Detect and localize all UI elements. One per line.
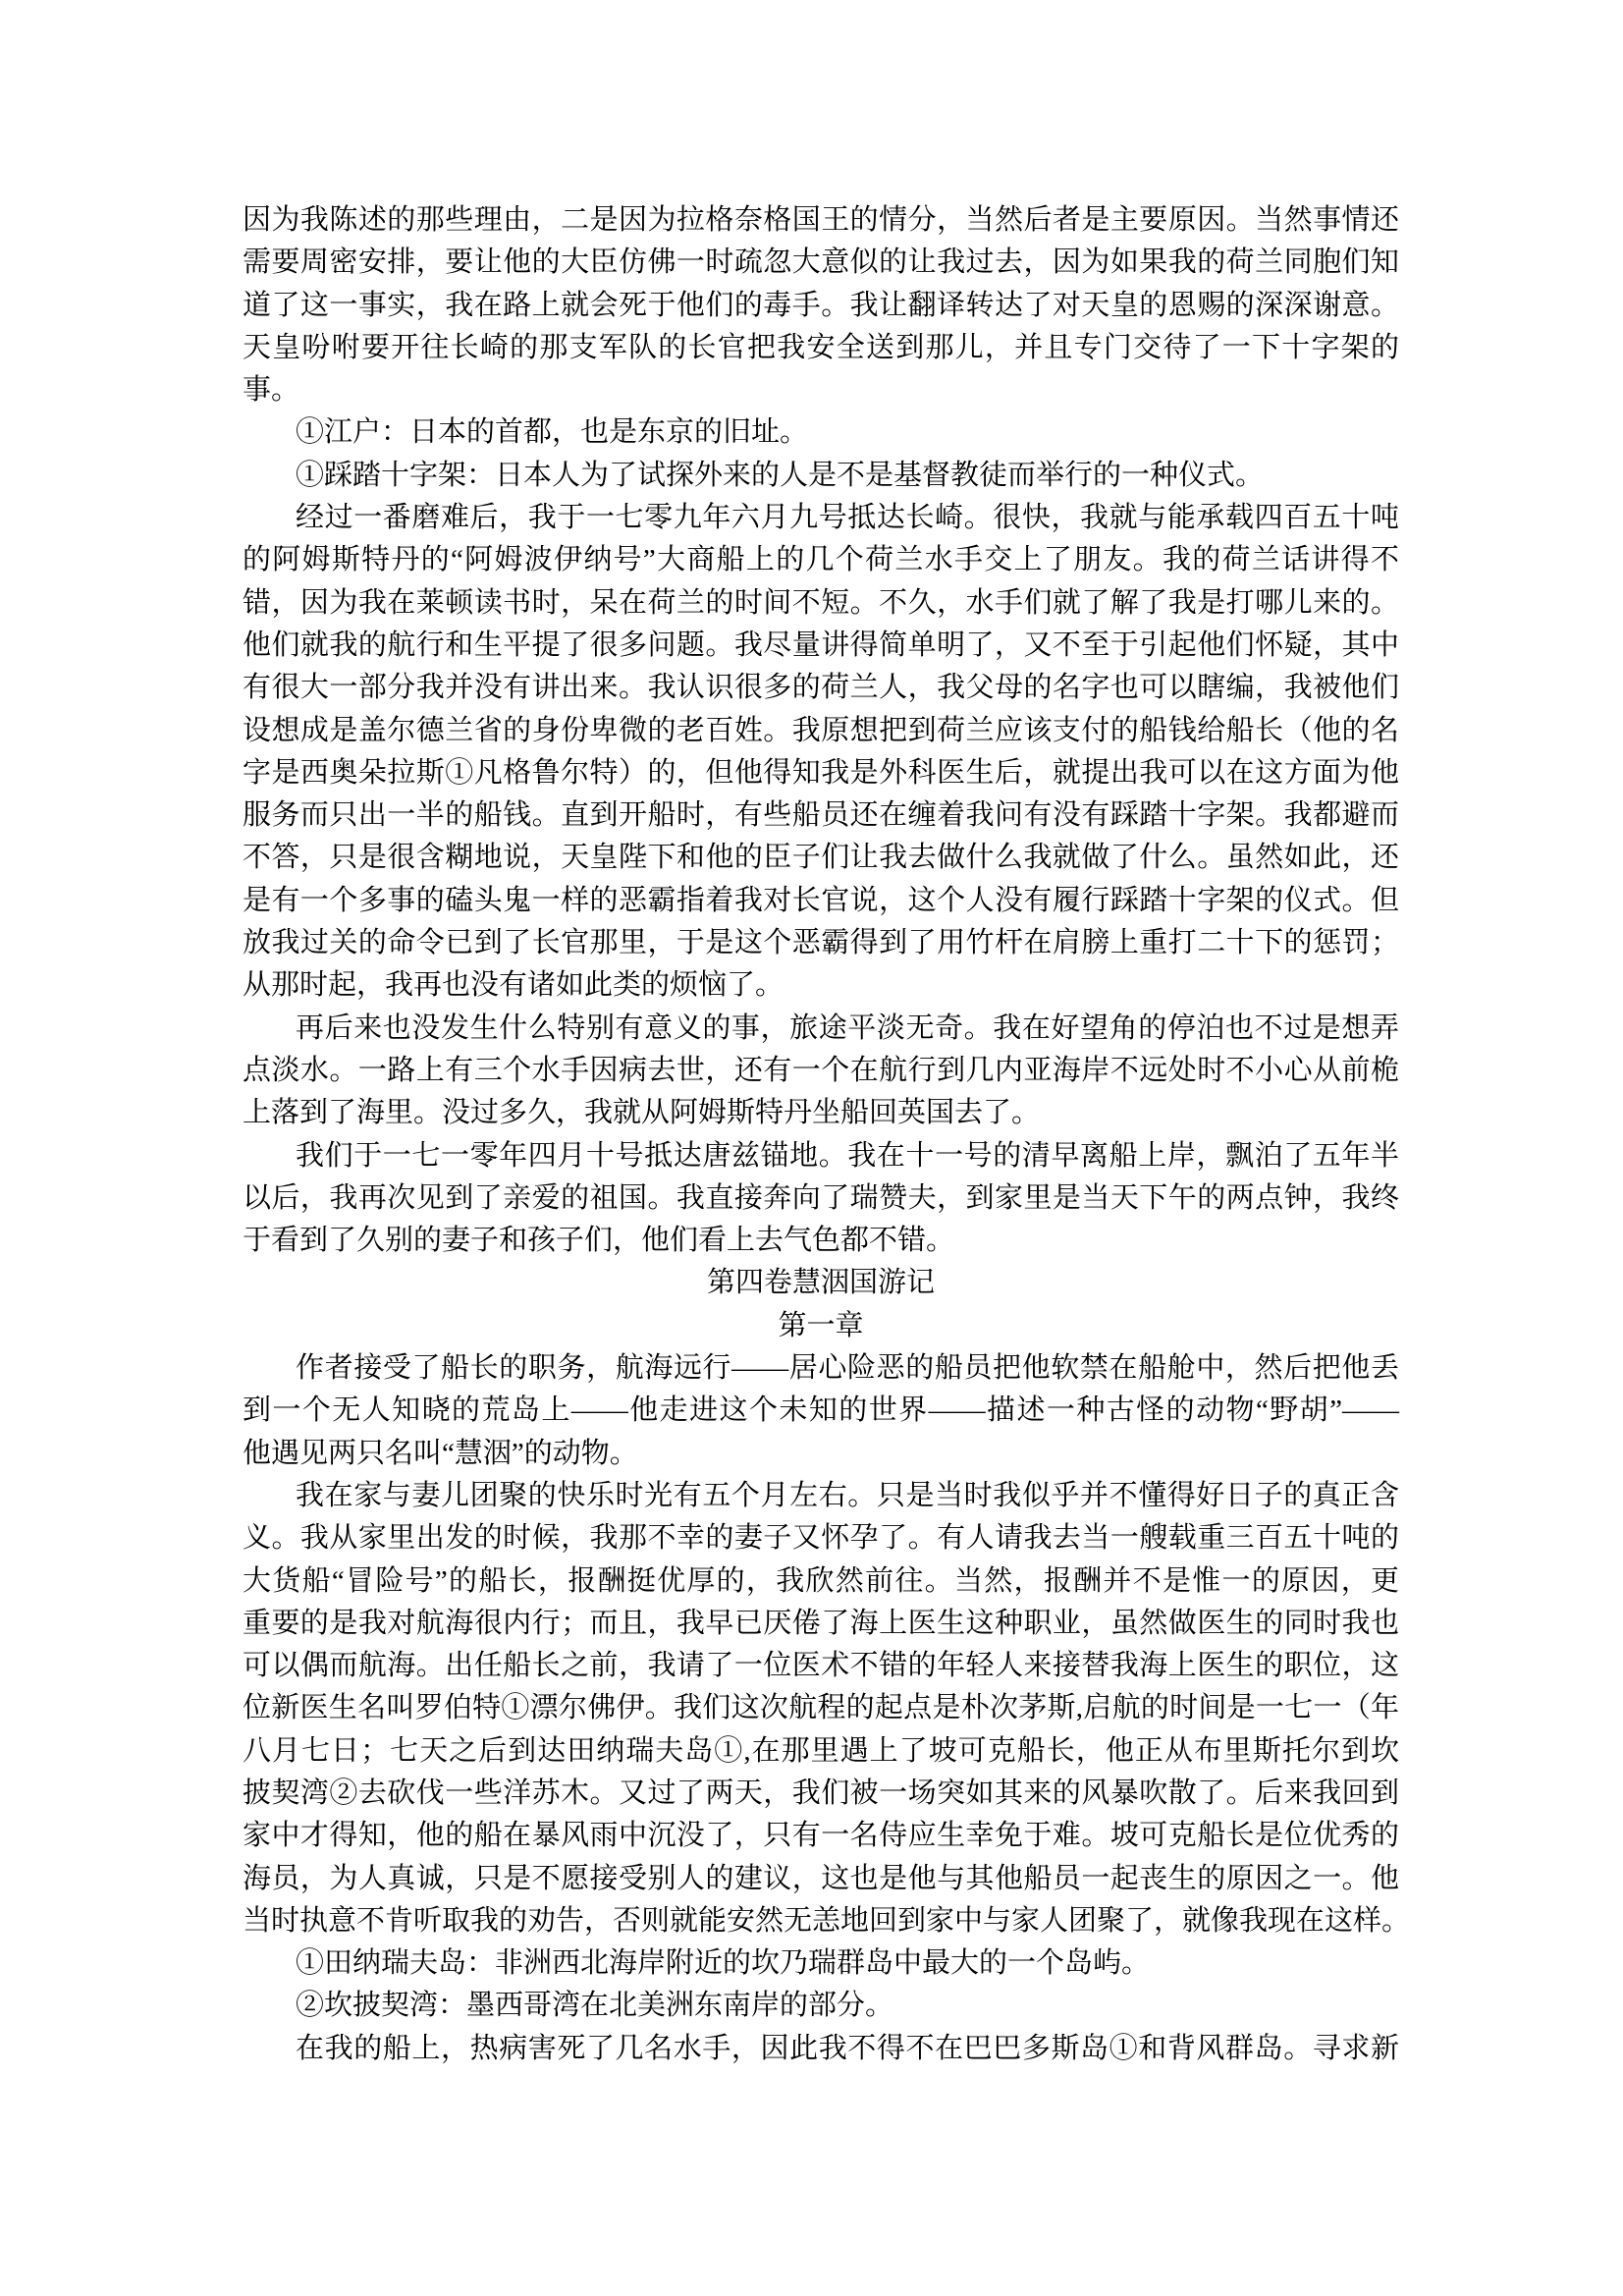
text-line: 因为我陈述的那些理由，二是因为拉格奈格国王的情分，当然后者是主要原因。当然事情还 [243,204,1399,236]
text-line: 需要周密安排，要让他的大臣仿佛一时疏忽大意似的让我过去，因为如果我的荷兰同胞们知 [243,246,1399,279]
text-line: 事。 [243,374,300,407]
heading-line: 第四卷慧洇国游记 [706,1267,935,1299]
text-line: 点淡水。一路上有三个水手因病去世，还有一个在航行到几内亚海岸不远处时不小心从前桅 [243,1054,1399,1086]
text-line: 不答，只是很含糊地说，天皇陛下和他的臣子们让我去做什么我就做了什么。虽然如此，还 [243,842,1399,874]
text-line: ①踩踏十字架：日本人为了试探外来的人是不是基督教徒而举行的一种仪式。 [296,459,1265,491]
text-line: 他们就我的航行和生平提了很多问题。我尽量讲得简单明了，又不至于引起他们怀疑，其中 [243,629,1399,661]
text-line: 道了这一事实，我在路上就会死于他们的毒手。我让翻译转达了对天皇的恩赐的深深谢意。 [243,289,1399,321]
text-line: 经过一番磨难后，我于一七零九年六月九号抵达长崎。很快，我就与能承载四百五十吨 [296,502,1399,534]
text-line: 位新医生名叫罗伯特①漂尔佛伊。我们这次航程的起点是朴次茅斯,启航的时间是一七一（年 [243,1692,1399,1724]
text-line: 以后，我再次见到了亲爱的祖国。我直接奔向了瑞赞夫，到家里是当天下午的两点钟，我终 [243,1181,1399,1214]
text-line: 于看到了久别的妻子和孩子们，他们看上去气色都不错。 [243,1225,955,1257]
heading-line: 第一章 [778,1309,864,1341]
text-line: ①江户：日本的首都，也是东京的旧址。 [296,416,809,449]
text-line: 海员，为人真诚，只是不愿接受别人的建议，这也是他与其他船员一起丧生的原因之一。他 [243,1862,1399,1894]
text-line: 八月七日；七天之后到达田纳瑞夫岛①,在那里遇上了坡可克船长，他正从布里斯托尔到坎 [243,1734,1399,1767]
text-line: 天皇吩咐要开往长崎的那支军队的长官把我安全送到那儿，并且专门交待了一下十字架的 [243,331,1399,363]
text-line: 到一个无人知晓的荒岛上——他走进这个未知的世界——描述一种古怪的动物“野胡”—— [243,1394,1399,1427]
text-line: 他遇见两只名叫“慧洇”的动物。 [243,1437,638,1469]
text-line: ②坎披契湾：墨西哥湾在北美洲东南岸的部分。 [296,1990,894,2022]
text-line: 我们于一七一零年四月十号抵达唐兹锚地。我在十一号的清早离船上岸，飘泊了五年半 [296,1139,1399,1172]
text-line: 字是西奥朵拉斯①凡格鲁尔特）的，但他得知我是外科医生后，就提出我可以在这方面为他 [243,756,1399,789]
text-line: 有很大一部分我并没有讲出来。我认识很多的荷兰人，我父母的名字也可以瞎编，我被他们 [243,672,1399,704]
text-line: 服务而只出一半的船钱。直到开船时，有些船员还在缠着我问有没有踩踏十字架。我都避而 [243,799,1399,832]
text-line: 是有一个多事的磕头鬼一样的恶霸指着我对长官说，这个人没有履行踩踏十字架的仪式。但 [243,884,1399,916]
text-line: 在我的船上，热病害死了几名水手，因此我不得不在巴巴多斯岛①和背风群岛。寻求新 [296,2032,1399,2064]
text-line: 上落到了海里。没过多久，我就从阿姆斯特丹坐船回英国去了。 [243,1097,1041,1129]
text-line: 放我过关的命令已到了长官那里，于是这个恶霸得到了用竹杆在肩膀上重打二十下的惩罚； [243,927,1399,959]
text-line: ①田纳瑞夫岛：非洲西北海岸附近的坎乃瑞群岛中最大的一个岛屿。 [296,1947,1151,1980]
text-line: 大货船“冒险号”的船长，报酬挺优厚的，我欣然前往。当然，报酬并不是惟一的原因，更 [243,1564,1399,1597]
text-line: 当时执意不肯听取我的劝告，否则就能安然无恙地回到家中与家人团聚了，就像我现在这样。 [243,1904,1411,1937]
text-line: 我在家与妻儿团聚的快乐时光有五个月左右。只是当时我似乎并不懂得好日子的真正含 [296,1479,1399,1511]
text-line: 可以偶而航海。出任船长之前，我请了一位医术不错的年轻人来接替我海上医生的职位，这 [243,1650,1399,1682]
text-line: 设想成是盖尔德兰省的身份卑微的老百姓。我原想把到荷兰应该支付的船钱给船长（他的名 [243,714,1399,746]
text-line: 作者接受了船长的职务，航海远行——居心险恶的船员把他软禁在船舱中，然后把他丢 [296,1352,1399,1385]
text-line: 家中才得知，他的船在暴风雨中沉没了，只有一名侍应生幸免于难。坡可克船长是位优秀的 [243,1820,1399,1852]
document-body [243,199,1411,2070]
text-line: 从那时起，我再也没有诸如此类的烦恼了。 [243,969,784,1002]
text-line: 错，因为我在莱顿读书时，呆在荷兰的时间不短。不久，水手们就了解了我是打哪儿来的。 [243,586,1399,619]
text-line: 再后来也没发生什么特别有意义的事，旅途平淡无奇。我在好望角的停泊也不过是想弄 [296,1011,1399,1044]
text-line: 义。我从家里出发的时候，我那不幸的妻子又怀孕了。有人请我去当一艘载重三百五十吨的 [243,1522,1399,1555]
text-line: 重要的是我对航海很内行；而且，我早已厌倦了海上医生这种职业，虽然做医生的同时我也 [243,1607,1399,1639]
text-line: 的阿姆斯特丹的“阿姆波伊纳号”大商船上的几个荷兰水手交上了朋友。我的荷兰话讲得不 [243,544,1399,576]
text-line: 披契湾②去砍伐一些洋苏木。又过了两天，我们被一场突如其来的风暴吹散了。后来我回到 [243,1777,1399,1809]
